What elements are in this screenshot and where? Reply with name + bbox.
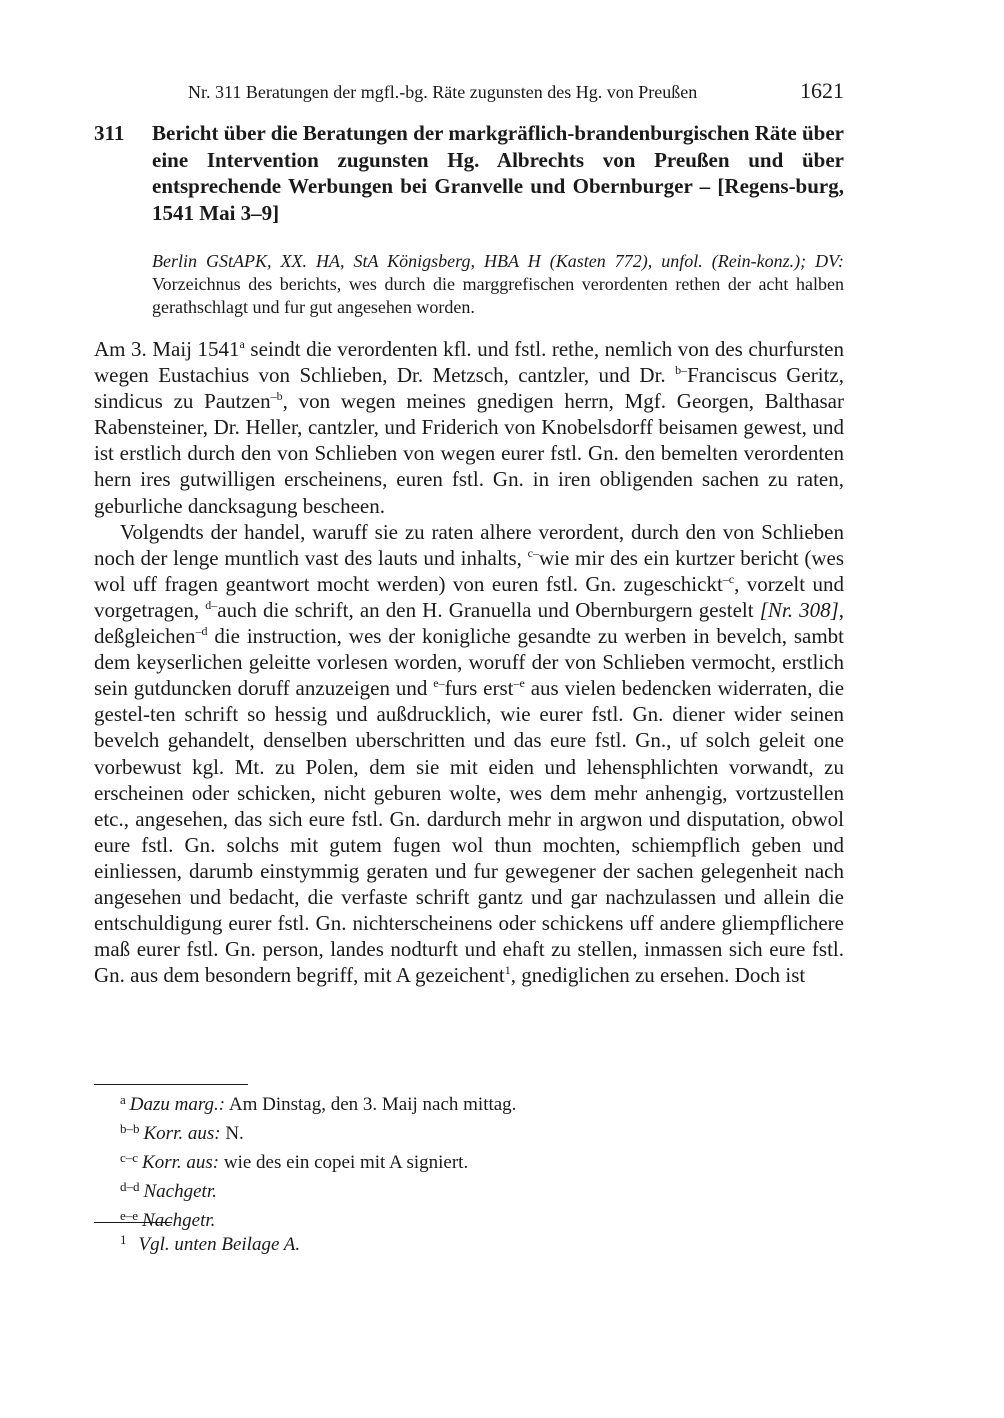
paragraph-1 xyxy=(94,336,844,519)
text-run: seindt die verordenten kfl. und fstl. rethe, nemlich von des churfursten wegen Eustachius von Schlieben, Dr. Metzsch, cantzler, und Dr. xyxy=(94,337,845,388)
paragraph-2 xyxy=(94,519,844,989)
endnote-mark: 1 xyxy=(504,963,511,978)
footnote xyxy=(120,1117,840,1146)
cross-reference: [Nr. 308] xyxy=(759,597,839,622)
text-run: die instruction, wes der konigliche gesandte zu werben in bevelch, sambt dem keyserlichen geleitte vorlesen worden, woruff der von Schlieben vermocht, erstlich sein gutduncken doruff anzuzeigen und xyxy=(94,624,844,701)
endnote-text: Vgl. unten Beilage A. xyxy=(138,1234,301,1255)
page-number: 1621 xyxy=(800,78,844,103)
text-run: , deßgleichen xyxy=(94,597,844,649)
running-head xyxy=(94,78,844,108)
document-title: Bericht über die Beratungen der markgräflich-brandenburgischen Räte über eine Intervention zugunsten Hg. Albrechts von Preußen und über entsprechende Werbungen bei Granvelle und Obernburger – [Regens-burg, 1541 Mai 3–9] xyxy=(152,121,844,225)
body-text xyxy=(94,336,844,988)
text-run: , gnediglichen zu ersehen. Doch ist xyxy=(510,963,806,988)
footnote-label: c–c xyxy=(120,1150,139,1165)
footnote-label: d–d xyxy=(120,1179,140,1194)
text-run: aus vielen bedencken widerraten, die gestel-ten schrift so hessig und außdrucklich, wie eurer fstl. Gn. diener wider seinen bevelch gehandelt, denselben uberschritten und das eure fstl. Gn., uf solch geleit one vorbewust kgl. Mt. zu Polen, dem sie mit eiden und lehensphlichten vorwandt, zu erscheinen oder schicken, nicht geburen wolte, wes dem mehr anhengig, vortzustellen etc., angesehen, das sich eure fstl. Gn. dardurch mehr in argwon und disputation, obwol eure fstl. Gn. solchs mit gutem fugen wol thun mochten, schiempflich geben und einliessen, darumb einstymmig geraten und fur gewegener der sachen gelegenheit nach angesehen und bedacht, die verfaste schrift gantz und gar nachzulassen und allein die entschuldigung eurer fstl. Gn. nichterscheinens oder schickens uff andere gliempflichere maß eurer fstl. Gn. person, landes nodturft und ehaft zu stellen, inmassen sich eure fstl. Gn. aus dem besondern begriff, mit A gezeichent xyxy=(94,676,845,988)
footnote-mark: –b xyxy=(270,389,283,404)
footnote-mark: c– xyxy=(527,545,539,560)
footnote-mark: e– xyxy=(433,676,445,691)
footnote xyxy=(120,1088,840,1117)
footnote-text: Am Dinstag, den 3. Maij nach mittag. xyxy=(225,1094,517,1115)
footnote xyxy=(120,1175,840,1204)
text-run: , von wegen meines gnedigen herrn, Mgf. Georgen, Balthasar Rabensteiner, Dr. Heller, cantzler, und Friderich von Knobelsdorff beisamen gewest, und ist erstlich durch den von Schlieben von wegen eurer fstl. Gn. den bemelten verordenten hern ires gutwilligen erscheinens, euren fstl. Gn. in iren obligenden sachen zu raten, geburliche dancksagung bescheen. xyxy=(94,389,845,518)
footnote-remark: Dazu marg.: xyxy=(129,1094,226,1115)
footnote-text: N. xyxy=(220,1123,244,1144)
footnote-remark: Korr. aus: xyxy=(143,1123,221,1144)
footnote-label: a xyxy=(120,1092,126,1107)
footnote-remark: Nachgetr. xyxy=(143,1181,217,1202)
text-run: , vorzelt und vorgetragen, xyxy=(94,571,844,622)
endnote xyxy=(120,1228,840,1257)
dorsal-note: Vorzeichnus des berichts, wes durch die marggrefischen verordenten rethen der acht halben gerathschlagt und fur gut angesehen worden. xyxy=(152,274,844,317)
text-run: wie mir des ein kurtzer bericht (wes wol uff fragen geantwort mocht werden) von euren fstl. Gn. zugeschickt xyxy=(94,545,844,596)
footnote xyxy=(120,1146,840,1175)
document-number: 311 xyxy=(94,121,125,145)
text-run: Franciscus Geritz, sindicus zu Pautzen xyxy=(94,363,844,414)
footnote-mark: b– xyxy=(675,363,688,378)
endnote-divider xyxy=(94,1222,172,1223)
footnote-text: wie des ein copei mit A signiert. xyxy=(219,1152,469,1173)
footnote-remark: Korr. aus: xyxy=(142,1152,220,1173)
text-run: Am 3. Maij 1541 xyxy=(94,337,240,361)
footnote-mark: a xyxy=(239,337,245,351)
footnote-label: e–e xyxy=(120,1208,139,1223)
footnote-mark: –e xyxy=(513,676,525,691)
footnote-divider xyxy=(94,1084,248,1085)
footnote-label: b–b xyxy=(120,1121,140,1136)
footnote-mark: –d xyxy=(195,624,208,639)
footnote-remark: Nachgetr. xyxy=(142,1210,216,1231)
text-run: auch die schrift, an den H. Granuella und Obernburgern gestelt xyxy=(217,597,760,622)
text-run: Volgendts der handel, waruff sie zu raten alhere verordent, durch den von Schlieben noch der lenge muntlich vast des lauts und inhalts, xyxy=(94,519,844,570)
running-head-title: Nr. 311 Beratungen der mgfl.-bg. Räte zugunsten des Hg. von Preußen xyxy=(188,82,698,102)
footnotes xyxy=(120,1088,840,1233)
endnote-label: 1 xyxy=(120,1232,127,1247)
footnote-mark: –c xyxy=(722,571,735,586)
footnote-mark: d– xyxy=(205,597,218,612)
text-run: furs erst xyxy=(444,676,514,701)
document-heading xyxy=(94,120,844,226)
source-note xyxy=(152,250,844,319)
archive-reference: Berlin GStAPK, XX. HA, StA Königsberg, HBA H (Kasten 772), unfol. (Rein-konz.); DV: xyxy=(152,251,844,271)
